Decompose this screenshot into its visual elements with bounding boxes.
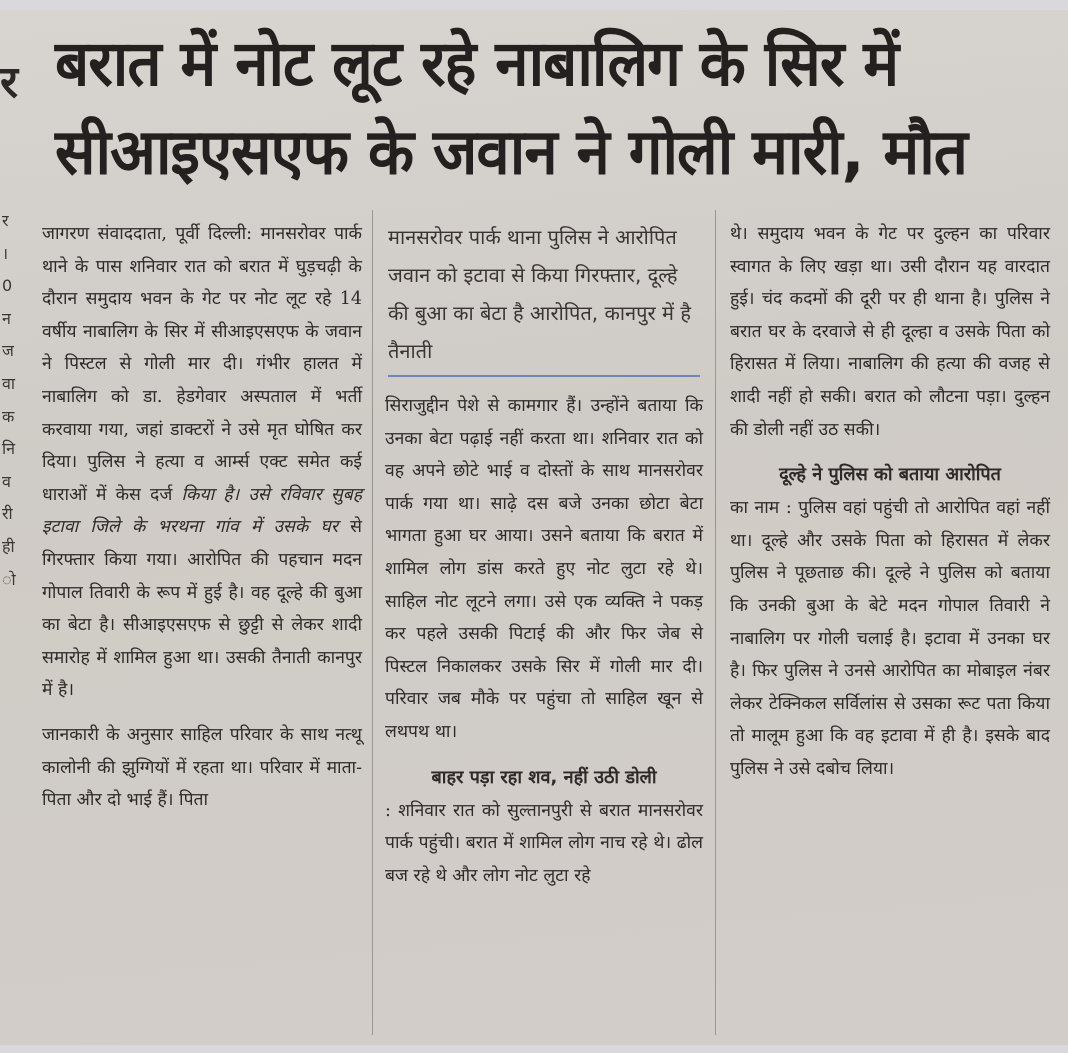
column-2-paragraph-1: सिराजुद्दीन पेशे से कामगार हैं। उन्होंने बताया कि उनका बेटा पढ़ाई नहीं करता था। शनिवार रात को वह अपने छोटे भाई व दोस्तों के साथ मानसरोवर पार्क गया था। साढ़े दस बजे उनका छोटा बेटा भागता हुआ घर आया। उसने बताया कि बरात में शामिल लोग डांस करते हुए नोट लुटा रहे थे। साहिल नोट लूटने लगा। उसे एक व्यक्ति ने पकड़ कर पहले उसकी पिटाई की और फिर जेब से पिस्टल निकालकर उसके सिर में गोली मार दी। परिवार जब मौके पर पहुंचा तो साहिल खून से लथपथ था। bbox=[385, 396, 703, 742]
column-divider bbox=[715, 210, 716, 1035]
subheadline-underline bbox=[388, 375, 700, 377]
adjacent-column-fragment: र । 0 न ज वा क नि व री ही ो bbox=[2, 211, 16, 589]
headline bbox=[55, 20, 1055, 196]
headline-line-1: बरात में नोट लूट रहे नाबालिग के सिर में bbox=[55, 27, 899, 101]
headline-line-2: सीआइएसएफ के जवान ने गोली मारी, मौत bbox=[55, 115, 967, 190]
bottom-border bbox=[0, 1045, 1068, 1053]
column-2-crosshead: बाहर पड़ा रहा शव, नहीं उठी डोली bbox=[431, 766, 657, 788]
article-subheadline: मानसरोवर पार्क थाना पुलिस ने आरोपित जवान को इटावा से किया गिरफ्तार, दूल्हे की बुआ का बेटा है आरोपित, कानपुर में है तैनाती bbox=[388, 225, 691, 363]
article-column-3 bbox=[730, 218, 1050, 786]
column-divider bbox=[372, 210, 373, 1035]
column-1-paragraph-2: जानकारी के अनुसार साहिल परिवार के साथ नत्थू कालोनी की झुग्गियों में रहता था। परिवार में माता-पिता और दो भाई हैं। पिता bbox=[42, 724, 362, 811]
top-border bbox=[0, 0, 1068, 10]
column-2-paragraph-2: : शनिवार रात को सुल्तानपुरी से बरात मानसरोवर पार्क पहुंची। बरात में शामिल लोग नाच रहे थे। ढोल बज रहे थे और लोग नोट लुटा रहे bbox=[385, 800, 703, 886]
column-3-paragraph-2: का नाम : पुलिस वहां पहुंची तो आरोपित वहां नहीं था। दूल्हे और उसके पिता को हिरासत में लेकर पुलिस ने पूछताछ की। दूल्हे ने पुलिस को बताया कि उनकी बुआ के बेटे मदन गोपाल तिवारी ने नाबालिग पर गोली चलाई है। इटावा में उनका घर है। फिर पुलिस ने उनसे आरोपित का मोबाइल नंबर लेकर टेक्निकल सर्विलांस से उसका रूट पता किया तो मालूम हुआ कि वह इटावा में ही है। इसके बाद पुलिस ने उसे दबोच लिया। bbox=[730, 498, 1050, 779]
column-1-paragraph-1: जागरण संवाददाता, पूर्वी दिल्ली: मानसरोवर पार्क थाने के पास शनिवार रात को बरात में घुड़चढ़ी के दौरान समुदाय भवन के गेट पर नोट लूट रहे 14 वर्षीय नाबालिग के सिर में सीआइएसएफ के जवान ने पिस्टल से गोली मार दी। गंभीर हालत में नाबालिग को डा. हेडगेवार अस्पताल में भर्ती करवाया गया, जहां डाक्टरों ने उसे मृत घोषित कर दिया। पुलिस ने हत्या व आर्म्स एक्ट समेत कई धाराओं में केस दर्ज किया है। उसे रविवार सुबह इटावा जिले के भरथना गांव में उसके घर से गिरफ्तार किया गया। आरोपित की पहचान मदन गोपाल तिवारी के रूप में हुई है। वह दूल्हे की बुआ का बेटा है। सीआइएसएफ से छुट्टी से लेकर शादी समारोह में शामिल हुआ था। उसकी तैनाती कानपुर में है। bbox=[42, 224, 362, 701]
column-3-crosshead: दूल्हे ने पुलिस को बताया आरोपित bbox=[779, 464, 1001, 486]
column-1-italic-text: किया है। उसे रविवार सुबह इटावा जिले के भरथना गांव में उसके घर bbox=[42, 484, 362, 538]
article-column-2 bbox=[385, 390, 703, 892]
edge-fragment-mark: र bbox=[0, 57, 18, 108]
newspaper-clipping bbox=[0, 10, 1068, 1045]
article-column-1 bbox=[42, 218, 362, 817]
column-3-paragraph-1: थे। समुदाय भवन के गेट पर दुल्हन का परिवार स्वागत के लिए खड़ा था। उसी दौरान यह वारदात हुई। चंद कदमों की दूरी पर ही थाना है। पुलिस ने बरात घर के दरवाजे से ही दूल्हा व उसके पिता को हिरासत में लिया। नाबालिग की हत्या की वजह से शादी नहीं हो सकी। बरात को लौटना पड़ा। दुल्हन की डोली नहीं उठ सकी। bbox=[730, 224, 1050, 440]
